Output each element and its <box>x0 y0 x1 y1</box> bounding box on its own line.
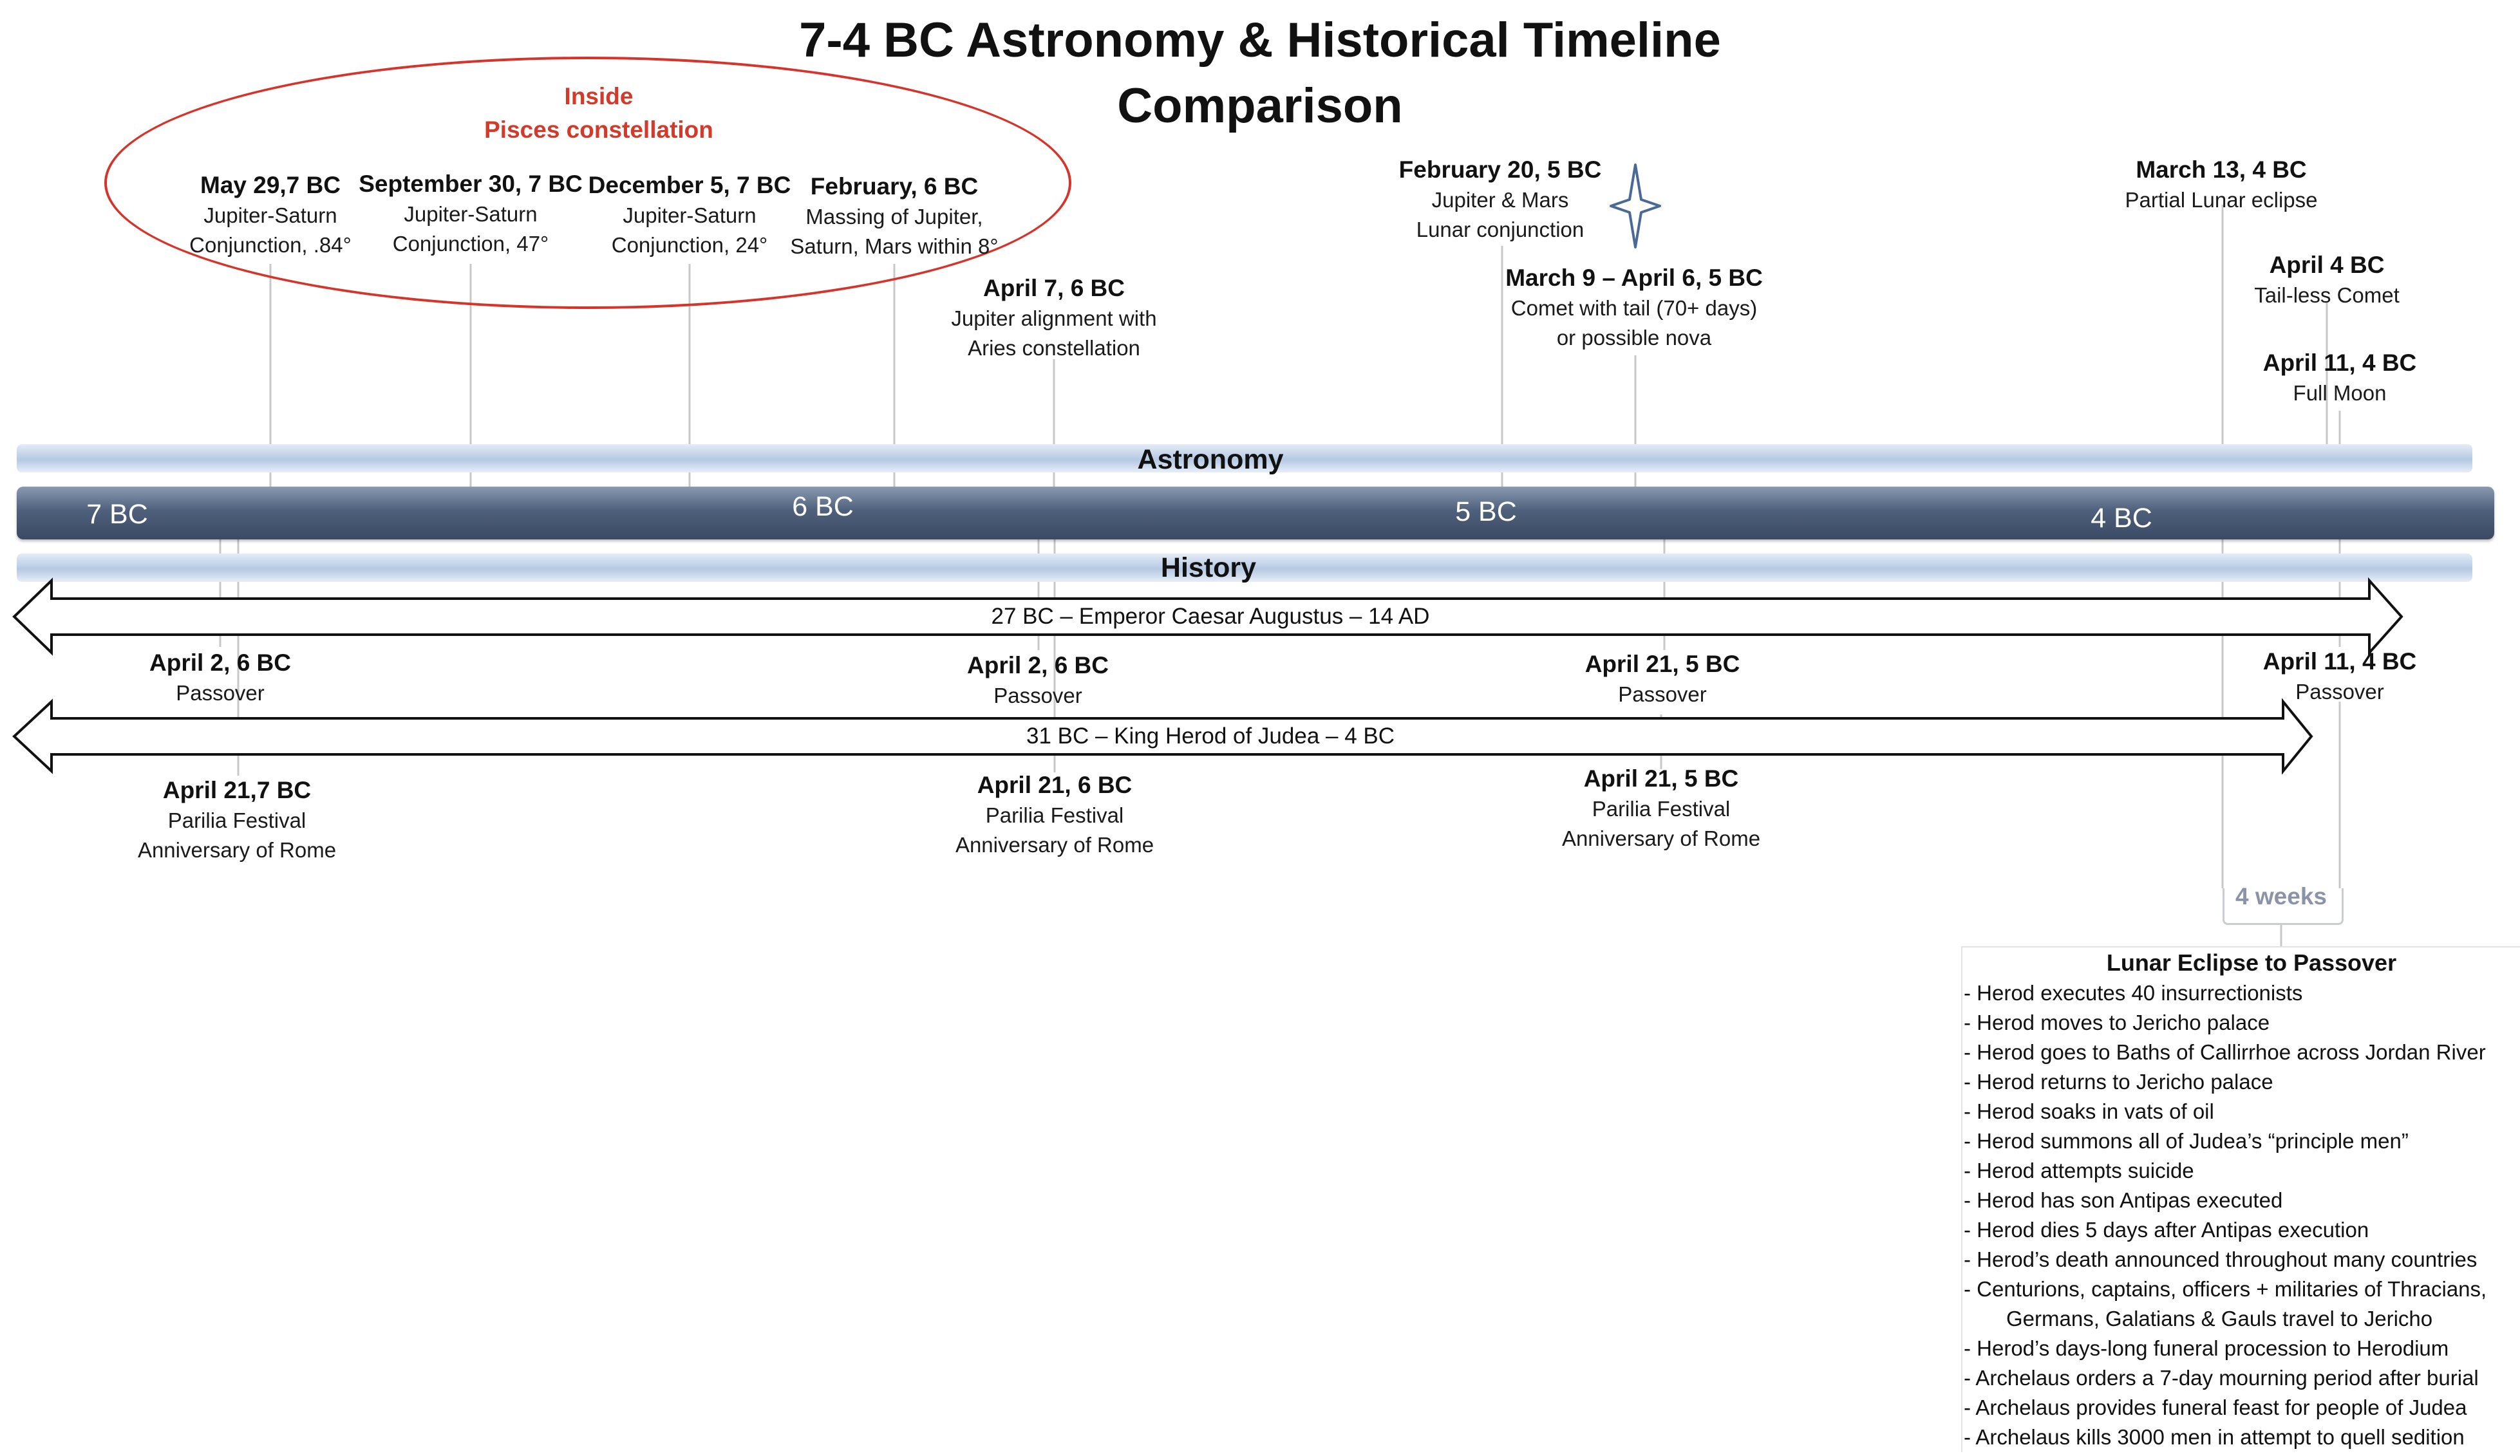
event-line: Massing of Jupiter, <box>805 205 983 229</box>
event-heading: February, 6 BC <box>810 173 979 200</box>
astro-event-apr-7-6bc <box>951 273 1156 363</box>
event-heading: April 2, 6 BC <box>967 652 1109 678</box>
list-item: - Herod dies 5 days after Antipas execution <box>1964 1218 2369 1242</box>
event-line: Jupiter-Saturn <box>404 202 538 226</box>
astro-event-mar-13-4bc <box>2125 154 2318 215</box>
event-heading: February 20, 5 BC <box>1398 156 1602 183</box>
passover-event-apr-21-5bc <box>1585 649 1740 709</box>
list-item: Germans, Galatians & Gauls travel to Jericho <box>2006 1307 2433 1330</box>
list-item: - Herod’s death announced throughout many countries <box>1964 1247 2478 1271</box>
event-heading: April 21, 5 BC <box>1583 765 1739 792</box>
event-heading: April 7, 6 BC <box>983 275 1125 301</box>
astro-event-feb-6bc <box>790 171 998 261</box>
event-heading: April 11, 4 BC <box>2262 648 2417 675</box>
event-heading: May 29,7 BC <box>200 172 341 198</box>
list-item: - Herod moves to Jericho palace <box>1964 1011 2270 1034</box>
astro-event-apr-11-4bc <box>2263 348 2417 408</box>
list-item: - Centurions, captains, officers + militaries of Thracians, <box>1964 1277 2487 1301</box>
event-line: Passover <box>2295 680 2384 704</box>
history-band-label: History <box>1160 552 1257 583</box>
pisces-label-line1: Inside <box>564 83 634 109</box>
event-line: Jupiter alignment with <box>951 306 1157 330</box>
event-line: Saturn, Mars within 8° <box>790 234 999 258</box>
event-heading: March 13, 4 BC <box>2136 156 2307 183</box>
list-item: - Herod goes to Baths of Callirrhoe across Jordan River <box>1964 1040 2486 1064</box>
list-item: - Herod soaks in vats of oil <box>1964 1099 2214 1123</box>
event-line: Parilia Festival <box>985 803 1124 827</box>
list-item: - Archelaus kills 3000 men in attempt to quell sedition <box>1964 1425 2465 1449</box>
event-line: Comet with tail (70+ days) <box>1510 296 1758 320</box>
astro-event-feb-20-5bc <box>1399 154 1602 245</box>
parilia-event-apr-21-7bc <box>138 775 336 865</box>
event-heading: April 2, 6 BC <box>149 649 291 676</box>
passover-event-apr-2-6bc-a <box>149 648 291 708</box>
event-line: Jupiter & Mars <box>1431 188 1569 212</box>
event-line: Passover <box>1618 682 1707 706</box>
list-item: - Herod has son Antipas executed <box>1964 1188 2283 1212</box>
augustus-reign-label: 27 BC – Emperor Caesar Augustus – 14 AD <box>991 604 1430 629</box>
event-heading: April 21, 5 BC <box>1584 651 1740 677</box>
eclipse-to-passover-box <box>1961 946 2520 1452</box>
event-line: Jupiter-Saturn <box>203 203 337 227</box>
list-item: - Archelaus provides funeral feast for people of Judea <box>1964 1395 2467 1419</box>
four-point-star-icon <box>1610 163 1661 248</box>
event-line: Anniversary of Rome <box>137 838 337 862</box>
list-item: - Herod returns to Jericho palace <box>1964 1070 2273 1094</box>
list-item: - Herod attempts suicide <box>1964 1159 2194 1182</box>
parilia-event-apr-21-6bc <box>955 770 1154 860</box>
passover-event-apr-11-4bc <box>2263 646 2417 707</box>
list-item: - Herod executes 40 insurrectionists <box>1964 981 2303 1005</box>
event-line: Anniversary of Rome <box>955 833 1154 857</box>
event-line: Anniversary of Rome <box>1561 826 1761 850</box>
astro-event-mar-9-apr-6-5bc <box>1505 263 1763 353</box>
event-line: Conjunction, 24° <box>611 233 768 257</box>
event-line: Partial Lunar eclipse <box>2125 188 2318 212</box>
page-title <box>616 8 1904 139</box>
event-heading: April 4 BC <box>2269 252 2385 278</box>
event-line: Conjunction, 47° <box>392 232 549 256</box>
event-line: Aries constellation <box>968 336 1140 360</box>
event-line: Parilia Festival <box>167 808 306 832</box>
page-title-line2: Comparison <box>1117 79 1403 133</box>
pisces-label-line2: Pisces constellation <box>484 117 713 143</box>
event-line: Passover <box>993 684 1082 707</box>
event-heading: April 21,7 BC <box>162 777 312 803</box>
herod-reign-label: 31 BC – King Herod of Judea – 4 BC <box>1026 723 1395 749</box>
passover-event-apr-2-6bc-b <box>967 650 1109 711</box>
year-label-5bc: 5 BC <box>1455 496 1517 527</box>
year-label-4bc: 4 BC <box>2091 503 2152 534</box>
event-line: Lunar conjunction <box>1416 218 1584 241</box>
list-item: - Archelaus orders a 7-day mourning period after burial <box>1964 1366 2479 1390</box>
eclipse-box-title: Lunar Eclipse to Passover <box>2106 949 2397 976</box>
event-heading: September 30, 7 BC <box>359 171 583 197</box>
event-line: Parilia Festival <box>1592 797 1731 821</box>
astro-event-may-29-7bc <box>189 170 352 260</box>
astronomy-band-label: Astronomy <box>1137 444 1284 475</box>
event-line: Full Moon <box>2293 381 2387 405</box>
page-title-line1: 7-4 BC Astronomy & Historical Timeline <box>799 13 1721 68</box>
event-heading: December 5, 7 BC <box>588 172 791 198</box>
event-heading: April 11, 4 BC <box>2262 350 2417 376</box>
list-item: - Herod’s days-long funeral procession to Herodium <box>1964 1336 2449 1360</box>
four-weeks-label: 4 weeks <box>2230 881 2332 913</box>
astro-event-sep-30-7bc <box>359 169 583 259</box>
event-line: Jupiter-Saturn <box>623 203 757 227</box>
parilia-event-apr-21-5bc <box>1562 763 1760 854</box>
event-line: Passover <box>176 681 265 705</box>
event-heading: March 9 – April 6, 5 BC <box>1505 265 1763 291</box>
astro-event-apr-4bc <box>2254 250 2400 310</box>
year-label-6bc: 6 BC <box>792 491 854 522</box>
event-line: or possible nova <box>1556 326 1712 350</box>
event-line: Conjunction, .84° <box>189 233 352 257</box>
event-line: Tail-less Comet <box>2254 283 2400 307</box>
event-heading: April 21, 6 BC <box>977 772 1133 798</box>
astro-event-dec-5-7bc <box>588 170 791 260</box>
list-item: - Herod summons all of Judea’s “principle men” <box>1964 1129 2409 1153</box>
year-label-7bc: 7 BC <box>86 499 148 530</box>
